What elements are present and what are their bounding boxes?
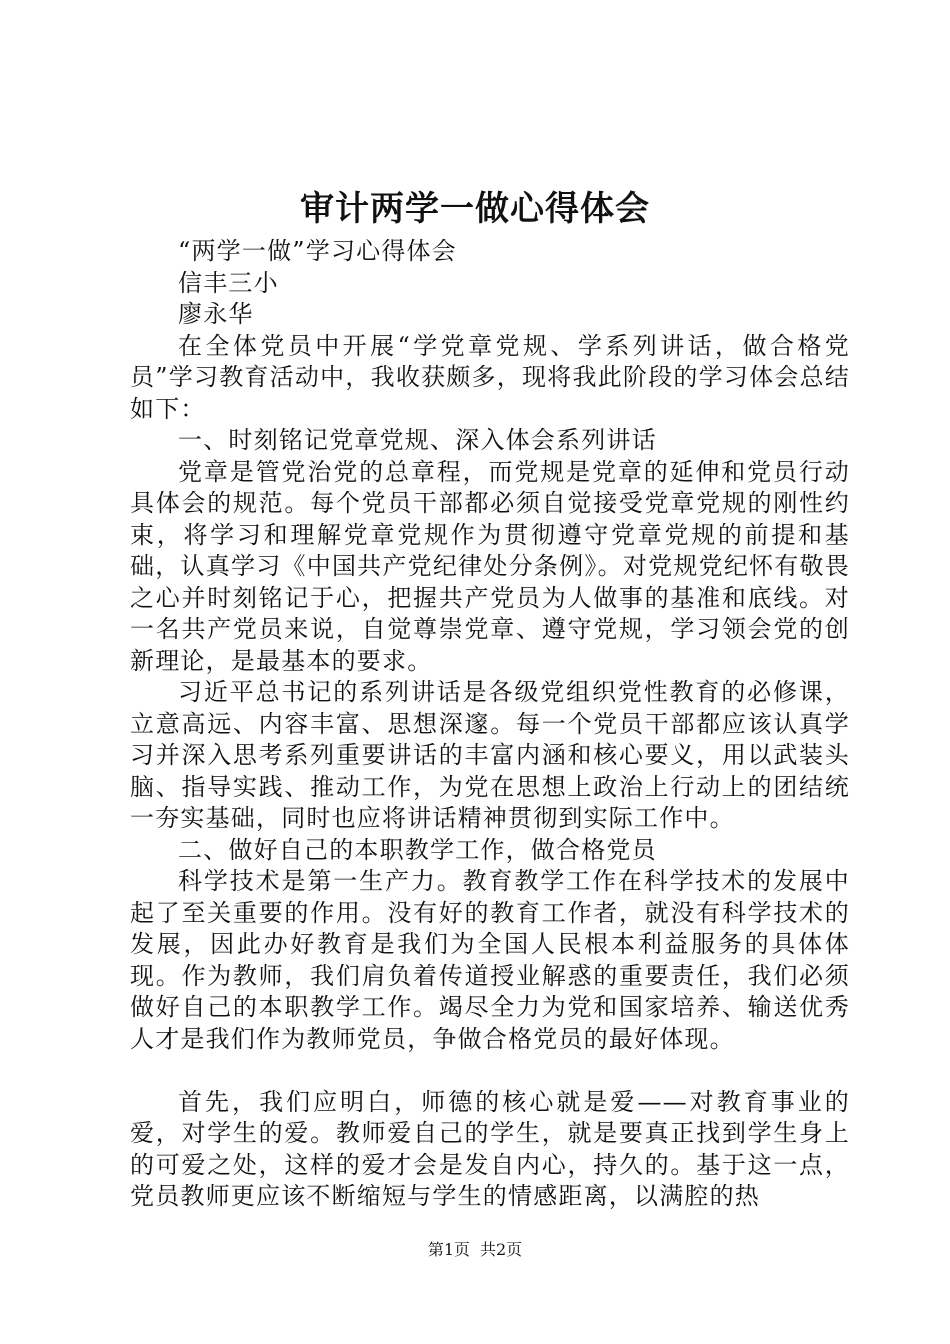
body-paragraph: 习近平总书记的系列讲话是各级党组织党性教育的必修课，立意高远、内容丰富、思想深邃。每一个党员干部都应该认真学习并深入思考系列重要讲话的丰富内涵和核心要义，用以武装头脑、指导实践、推动工作，为党在思想上政治上行动上的团结统一夯实基础，同时也应将讲话精神贯彻到实际工作中。	[130, 678, 850, 832]
page-footer	[0, 1240, 950, 1260]
document-body	[130, 236, 850, 1213]
author-name: 廖永华	[178, 300, 254, 328]
page-number: 第1页	[427, 1240, 470, 1259]
section-heading-1: 一、时刻铭记党章党规、深入体会系列讲话	[178, 426, 657, 454]
section-heading-2: 二、做好自己的本职教学工作，做合格党员	[178, 835, 657, 864]
page-total: 共2页	[480, 1240, 523, 1259]
body-paragraph: 党章是管党治党的总章程，而党规是党章的延伸和党员行动具体会的规范。每个党员干部都必须自觉接受党章党规的刚性约束，将学习和理解党章党规作为贯彻遵守党章党规的前提和基础，认真学习《中国共产党纪律处分条例》。对党规党纪怀有敬畏之心并时刻铭记于心，把握共产党员为人做事的基准和底线。对一名共产党员来说，自觉尊崇党章、遵守党规，学习领会党的创新理论，是最基本的要求。	[130, 457, 850, 675]
body-paragraph: 首先，我们应明白，师德的核心就是爱——对教育事业的爱，对学生的爱。教师爱自己的学生，就是要真正找到学生身上的可爱之处，这样的爱才会是发自内心，持久的。基于这一点，党员教师更应该不断缩短与学生的情感距离，以满腔的热	[130, 1087, 850, 1210]
document-title: 审计两学一做心得体会	[300, 189, 650, 229]
intro-paragraph: 在全体党员中开展“学党章党规、学系列讲话，做合格党员”学习教育活动中，我收获颇多，现将我此阶段的学习体会总结如下：	[130, 331, 850, 423]
subtitle: “两学一做”学习心得体会	[178, 237, 457, 265]
body-paragraph: 科学技术是第一生产力。教育教学工作在科学技术的发展中起了至关重要的作用。没有好的教育工作者，就没有科学技术的发展，因此办好教育是我们为全国人民根本利益服务的具体体现。作为教师，我们肩负着传道授业解惑的重要责任，我们必须做好自己的本职教学工作。竭尽全力为党和国家培养、输送优秀人才是我们作为教师党员，争做合格党员的最好体现。	[130, 867, 850, 1053]
school-name: 信丰三小	[178, 268, 279, 297]
